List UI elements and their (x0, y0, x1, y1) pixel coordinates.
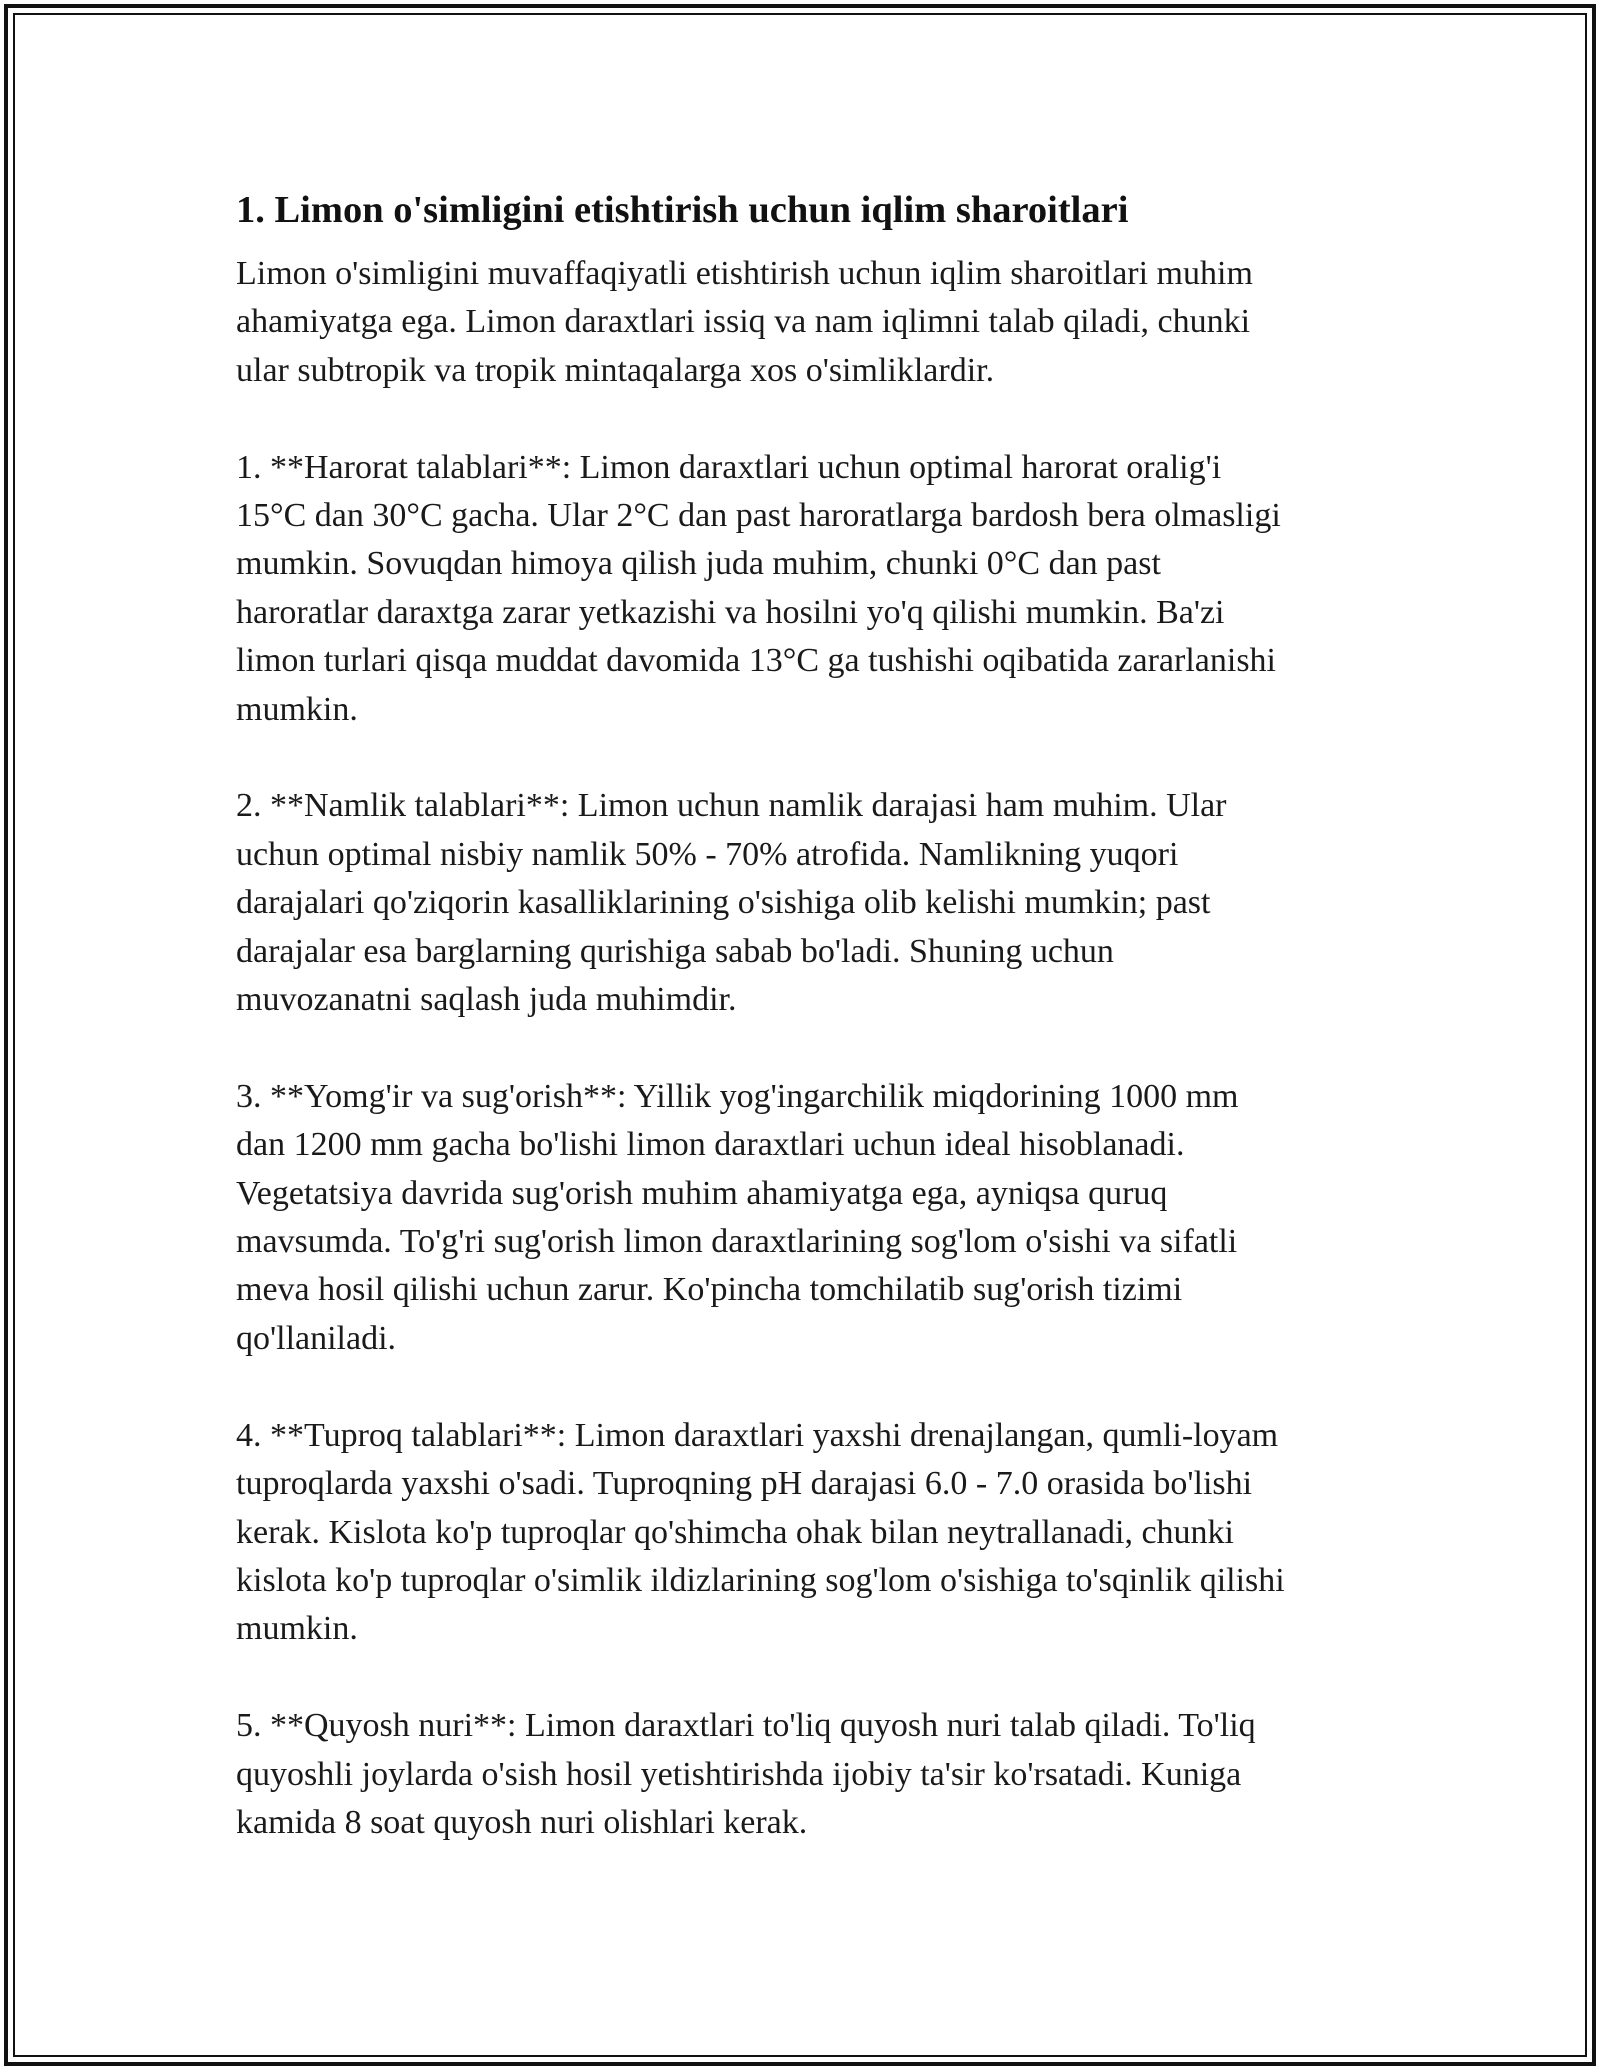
sunlight-paragraph: 5. **Quyosh nuri**: Limon daraxtlari to'liq quyosh nuri talab qiladi. To'liq quyoshli joylarda o'sish hosil yetishtirishda ijobiy ta'sir ko'rsatadi. Kuniga kamida 8 soat quyosh nuri olishlari kerak. (236, 1707, 1256, 1841)
intro-paragraph: Limon o'simligini muvaffaqiyatli etishtirish uchun iqlim sharoitlari muhim ahamiyatga ega. Limon daraxtlari issiq va nam iqlimni talab qiladi, chunki ular subtropik va tropik mintaqalarga xos o'simliklardir. (236, 255, 1253, 389)
soil-paragraph: 4. **Tuproq talablari**: Limon daraxtlari yaxshi drenajlangan, qumli-loyam tuproqlarda yaxshi o'sadi. Tuproqning pH darajasi 6.0 - 7.0 orasida bo'lishi kerak. Kislota ko'p tuproqlar qo'shimcha ohak bilan neytrallanadi, chunki kislota ko'p tuproqlar o'simlik ildizlarining sog'lom o'sishiga to'sqinlik qilishi mumkin. (236, 1416, 1285, 1648)
temperature-paragraph: 1. **Harorat talablari**: Limon daraxtlari uchun optimal harorat oralig'i 15°C dan 30°C gacha. Ular 2°C dan past haroratlarga bardosh bera olmasligi mumkin. Sovuqdan himoya qilish juda muhim, chunki 0°C dan past haroratlar daraxtga zarar yetkazishi va hosilni yo'q qilishi mumkin. Ba'zi limon turlari qisqa muddat davomida 13°C ga tushishi oqibatida zararlanishi mumkin. (236, 448, 1281, 728)
humidity-paragraph: 2. **Namlik talablari**: Limon uchun namlik darajasi ham muhim. Ular uchun optimal nisbiy namlik 50% - 70% atrofida. Namlikning yuqori darajalari qo'ziqorin kasalliklarining o'sishiga olib kelishi mumkin; past darajalar esa barglarning qurishiga sabab bo'ladi. Shuning uchun muvozanatni saqlash juda muhimdir. (236, 787, 1227, 1019)
document-title: 1. Limon o'simligini etishtirish uchun iqlim sharoitlari (236, 189, 1129, 231)
document-body (236, 186, 1386, 1847)
rain-irrigation-paragraph: 3. **Yomg'ir va sug'orish**: Yillik yog'ingarchilik miqdorining 1000 mm dan 1200 mm gacha bo'lishi limon daraxtlari uchun ideal hisoblanadi. Vegetatsiya davrida sug'orish muhim ahamiyatga ega, ayniqsa quruq mavsumda. To'g'ri sug'orish limon daraxtlarining sog'lom o'sishi va sifatli meva hosil qilishi uchun zarur. Ko'pincha tomchilatib sug'orish tizimi qo'llaniladi. (236, 1077, 1239, 1357)
